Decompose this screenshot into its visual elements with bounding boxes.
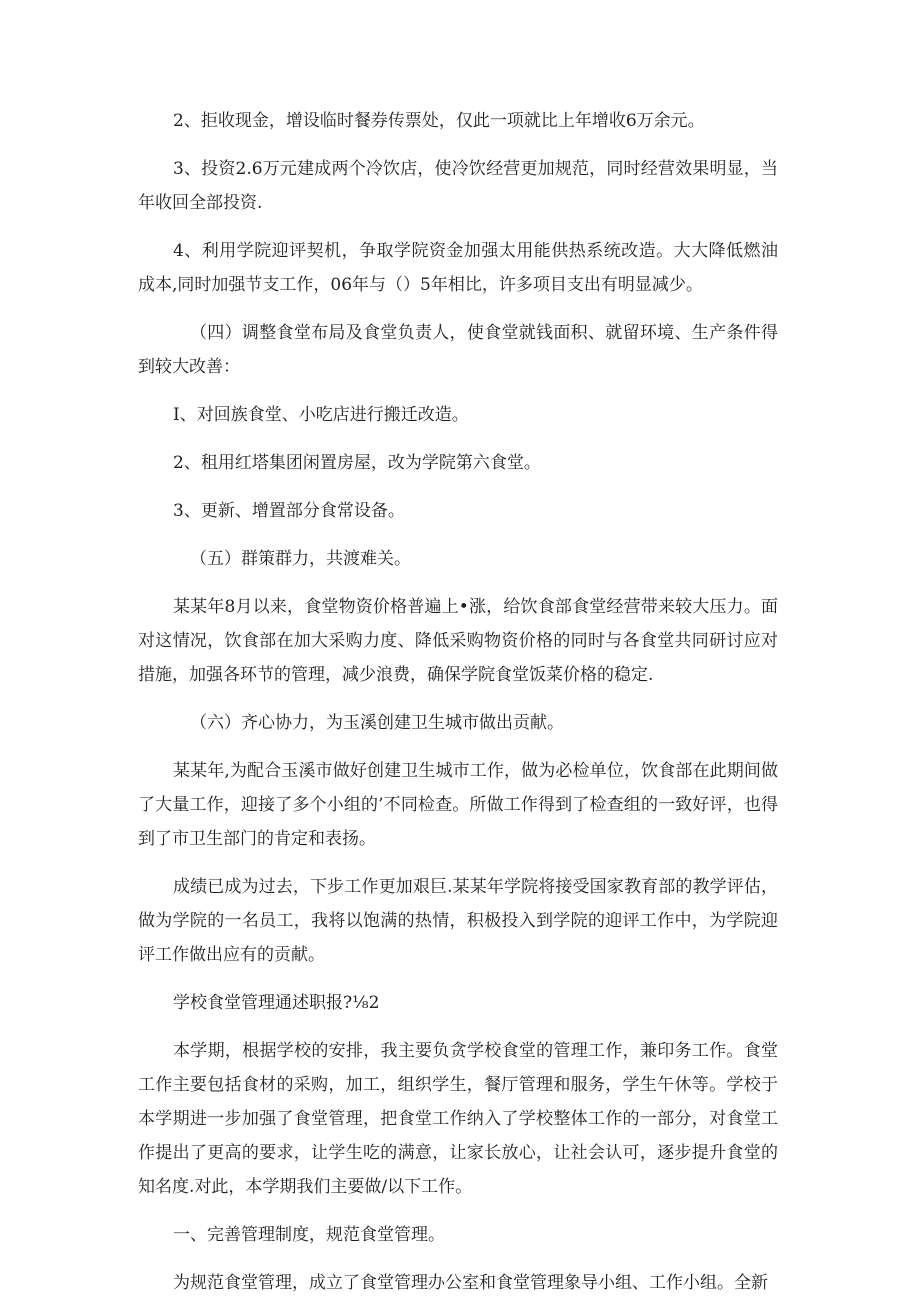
section-heading: （六）齐心协力，为玉溪创建卫生城市做出贡献。	[190, 713, 564, 733]
paragraph: 某某年,为配合玉溪市做好创建卫生城市工作，做为必检单位，饮食部在此期间做了大量工作，迎接了多个小组的’不同检查。所做工作得到了检查组的一致好评，也得到了市卫生部门的肯定和表扬。	[138, 761, 778, 849]
paragraph: 为规范食堂管理，成立了食堂管理办公室和食堂管理象导小组、工作小组。全新	[173, 1273, 768, 1293]
paragraph: 2、拒收现金，增设临时餐券传票处，仅此一项就比上年增收6万余元。	[173, 111, 705, 131]
section-heading: （五）群策群力，共渡难关。	[190, 549, 411, 569]
paragraph: 某某年8月以来，食堂物资价格普遍上•涨，给饮食部食堂经营带来较大压力。面对这情况，饮食部在加大采购力度、降低采购物资价格的同时与各食堂共同研讨应对措施，加强各环节的管理，减少浪费，确保学院食堂饭菜价格的稳定.	[138, 597, 778, 685]
paragraph: 4、利用学院迎评契机，争取学院资金加强太用能供热系统改造。大大降低燃油成本,同时加强节支工作，06年与（）5年相比，许多项目支出有明显减少。	[138, 241, 778, 295]
section-heading: 一、完善管理制度，规范食堂管理。	[173, 1225, 445, 1245]
paragraph: 3、投资2.6万元建成两个冷饮店，使冷饮经营更加规范，同时经营效果明显，当年收回全部投资.	[138, 159, 778, 213]
document-subtitle: 学校食堂管理通述职报?⅛2	[173, 993, 380, 1013]
paragraph: 2、租用红塔集团闲置房屋，改为学院第六食堂。	[173, 453, 541, 473]
document-body	[138, 104, 778, 1314]
paragraph: 成绩已成为过去，下步工作更加艰巨.某某年学院将接受国家教育部的教学评估，做为学院的一名员工，我将以饱满的热情，积极投入到学院的迎评工作中，为学院迎评工作做出应有的贡献。	[138, 877, 778, 965]
paragraph: 3、更新、增置部分食常设备。	[173, 501, 405, 521]
paragraph: I、对回族食堂、小吃店进行搬迁改造。	[173, 405, 469, 425]
section-heading: （四）调整食堂布局及食堂负责人，使食堂就钱面积、就留环境、生产条件得到较大改善：	[138, 323, 778, 377]
paragraph: 本学期，根据学校的安排，我主要负贪学校食堂的管理工作，兼印务工作。食堂工作主要包括食材的采购，加工，组织学生，餐厅管理和服务，学生午休等。学校于本学期进一步加强了食堂管理，把食堂工作纳入了学校整体工作的一部分，对食堂工作提出了更高的要求，让学生吃的满意，让家长放心，让社会认可，逐步提升食堂的知名度.对此，本学期我们主要做/以下工作。	[138, 1041, 778, 1197]
